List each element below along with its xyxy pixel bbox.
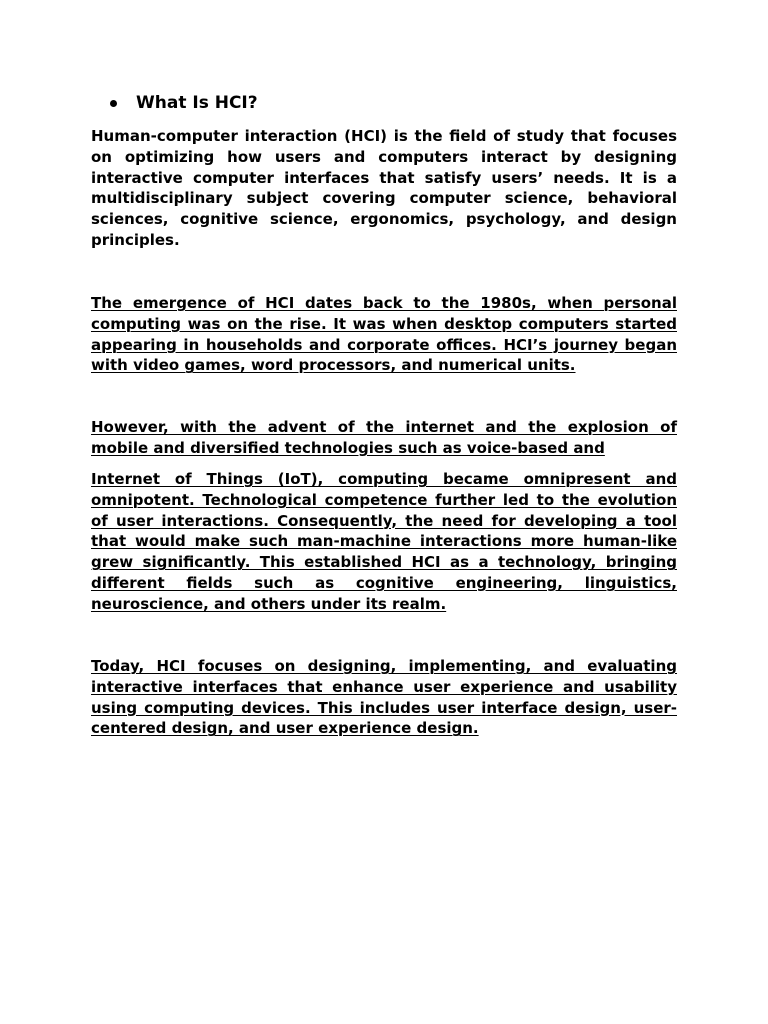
bullet-icon [110, 100, 117, 107]
heading-text: What Is HCI? [136, 93, 258, 113]
paragraph-definition: Human-computer interaction (HCI) is the field of study that focuses on optimizing how users and computers interact by designing interactive computer interfaces that satisfy users’ needs. It is a multidisciplinary subject covering computer science, behavioral sciences, cognitive science, ergonomics, psychology, and design principles. [91, 127, 677, 249]
paragraph-history: The emergence of HCI dates back to the 1980s, when personal computing was on the rise. It was when desktop computers started appearing in households and corporate offices. HCI’s journey began with video games, word processors, and numerical units. [91, 294, 677, 375]
paragraph-today: Today, HCI focuses on designing, implementing, and evaluating interactive interfaces that enhance user experience and usability using computing devices. This includes user interface design, user-centered design, and user experience design. [91, 657, 677, 738]
paragraph-advent: However, with the advent of the internet and the explosion of mobile and diversified technologies such as voice-based and [91, 418, 677, 457]
section-heading [110, 92, 258, 114]
paragraph-iot: Internet of Things (IoT), computing became omnipresent and omnipotent. Technological competence further led to the evolution of user interactions. Consequently, the need for developing a tool that would make such man-machine interactions more human-like grew significantly. This established HCI as a technology, bringing different fields such as cognitive engineering, linguistics, neuroscience, and others under its realm. [91, 470, 677, 613]
